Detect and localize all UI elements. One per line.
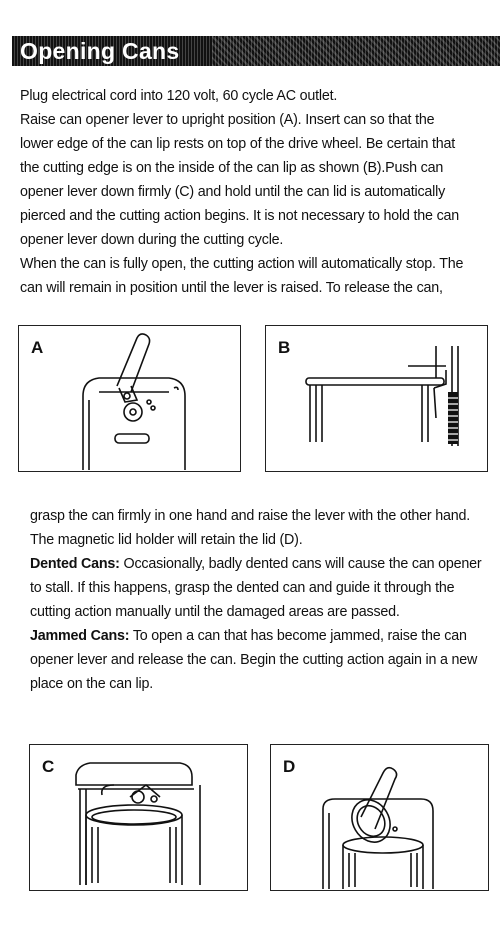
figure-a-lever-upright	[18, 325, 241, 472]
figure-label: B	[278, 338, 291, 357]
can-opener-lever-up-illustration	[19, 326, 239, 470]
instructions-paragraph-1	[20, 84, 490, 300]
figure-label: D	[283, 757, 296, 776]
text-line: grasp the can firmly in one hand and raise the lever with the other hand.	[30, 508, 470, 524]
text-line: lower edge of the can lip rests on top of the drive wheel. Be certain that	[20, 136, 456, 152]
text-line: opener lever and release the can. Begin the cutting action again in a new	[30, 652, 478, 668]
magnetic-lid-holder-illustration	[271, 745, 487, 889]
figure-label: A	[31, 338, 44, 357]
text-line: the cutting edge is on the inside of the can lip as shown (B).Push can	[20, 160, 444, 176]
figure-label: C	[42, 757, 55, 776]
text-line: cutting action manually until the damaged areas are passed.	[30, 604, 400, 620]
text-line: Plug electrical cord into 120 volt, 60 cycle AC outlet.	[20, 88, 338, 104]
text-line: can will remain in position until the lever is raised. To release the can,	[20, 280, 443, 296]
figure-c-push-lever-down	[29, 744, 248, 891]
figure-d-lid-retained	[270, 744, 489, 891]
dented-cans-line	[30, 552, 496, 576]
text-line: opener lever down during the cutting cycle.	[20, 232, 284, 248]
jammed-cans-line	[30, 624, 496, 648]
section-title-bar	[12, 36, 500, 66]
text-line: Raise can opener lever to upright position (A). Insert can so that the	[20, 112, 435, 128]
figure-b-cutting-edge	[265, 325, 488, 472]
text-line: opener lever down firmly (C) and hold until the can lid is automatically	[20, 184, 446, 200]
dented-cans-heading: Dented Cans:	[30, 556, 120, 572]
jammed-cans-heading: Jammed Cans:	[30, 628, 130, 644]
text-line: The magnetic lid holder will retain the lid (D).	[30, 532, 303, 548]
can-opener-lever-down-illustration	[30, 745, 246, 889]
section-title: Opening Cans	[20, 38, 180, 64]
text-line: pierced and the cutting action begins. It is not necessary to hold the can	[20, 208, 460, 224]
text-line: to stall. If this happens, grasp the dented can and guide it through the	[30, 580, 455, 596]
text-line: To open a can that has become jammed, raise the can	[129, 628, 467, 644]
can-lip-cutting-edge-illustration	[266, 326, 486, 470]
text-line: Occasionally, badly dented cans will cause the can opener	[119, 556, 482, 572]
text-line: place on the can lip.	[30, 676, 153, 692]
text-line: When the can is fully open, the cutting action will automatically stop. The	[20, 256, 464, 272]
instructions-paragraph-2	[30, 504, 496, 696]
